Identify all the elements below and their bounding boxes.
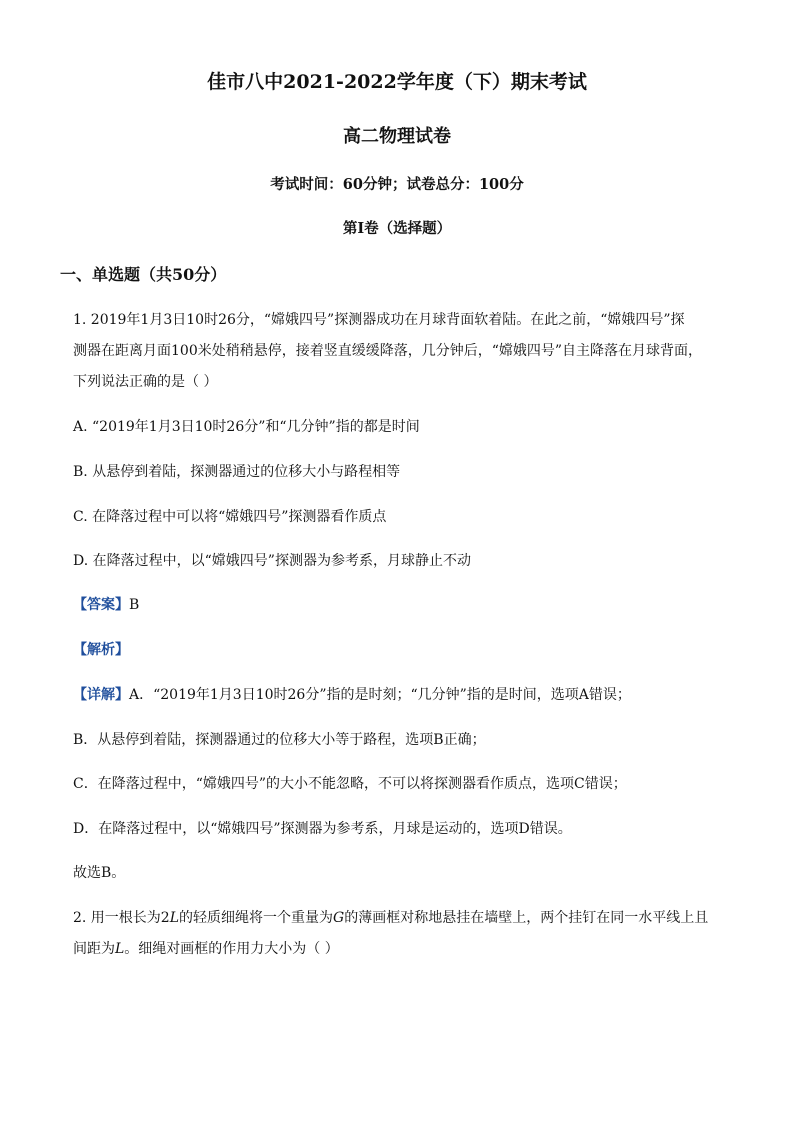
q2-text-5: 。细绳对画框的作用力大小为（ ） (124, 941, 339, 957)
q1-detail-line-2: B．从悬停到着陆，探测器通过的位移大小等于路程，选项B正确； (73, 732, 486, 748)
q2-var-l: L (169, 910, 180, 926)
q1-stem-line-2: 测器在距离月面100米处稍稍悬停，接着竖直缓缓降落，几分钟后，“嫦娥四号”自主降落在月球背面， (73, 343, 703, 359)
q1-detail-line-1 (73, 686, 733, 704)
q1-stem-line-3: 下列说法正确的是（ ） (73, 374, 218, 390)
q2-stem-line-1 (73, 909, 733, 927)
q1-detail-line-3: C．在降落过程中，“嫦娥四号”的大小不能忽略，不可以将探测器看作质点，选项C错误； (73, 776, 627, 792)
q1-detail-line-4: D．在降落过程中，以“嫦娥四号”探测器为参考系，月球是运动的，选项D错误。 (73, 821, 572, 837)
q2-var-g: G (333, 910, 345, 926)
detail-tag: 【详解】 (73, 687, 129, 703)
q1-option-c: C. 在降落过程中可以将“嫦娥四号”探测器看作质点 (73, 509, 387, 525)
part-heading: 第Ⅰ卷（选择题） (342, 220, 452, 237)
answer-tag: 【答案】 (73, 597, 129, 613)
q2-text-3: 的薄画框对称地悬挂在墙壁上，两个挂钉在同一水平线上且 (344, 910, 709, 926)
section-heading: 一、单选题（共50分） (60, 265, 227, 284)
q1-analysis (73, 641, 733, 659)
detail-text-a: A．“2019年1月3日10时26分”指的是时刻；“几分钟”指的是时间，选项A错误； (129, 687, 631, 703)
exam-info: 考试时间：60分钟；试卷总分：100分 (270, 176, 524, 193)
q2-var-l-2: L (115, 941, 125, 957)
q2-text-4: 间距为 (73, 941, 115, 957)
q1-answer (73, 596, 733, 614)
exam-title: 佳市八中2021-2022学年度（下）期末考试 (207, 71, 587, 93)
q1-stem-line-1: 1. 2019年1月3日10时26分，“嫦娥四号”探测器成功在月球背面软着陆。在此之前，“嫦娥四号”探 (73, 312, 685, 328)
exam-subtitle: 高二物理试卷 (343, 126, 451, 147)
q1-conclusion: 故选B。 (73, 865, 126, 881)
q2-stem-line-2 (73, 940, 733, 958)
answer-value: B (129, 597, 140, 613)
q1-option-b: B. 从悬停到着陆，探测器通过的位移大小与路程相等 (73, 464, 401, 480)
analysis-tag: 【解析】 (73, 642, 129, 658)
q2-text-2: 的轻质细绳将一个重量为 (179, 910, 334, 926)
q1-option-d: D. 在降落过程中，以“嫦娥四号”探测器为参考系，月球静止不动 (73, 553, 471, 569)
q1-option-a: A. “2019年1月3日10时26分”和“几分钟”指的都是时间 (73, 419, 420, 435)
q2-text-1: 2. 用一根长为2 (73, 910, 170, 926)
